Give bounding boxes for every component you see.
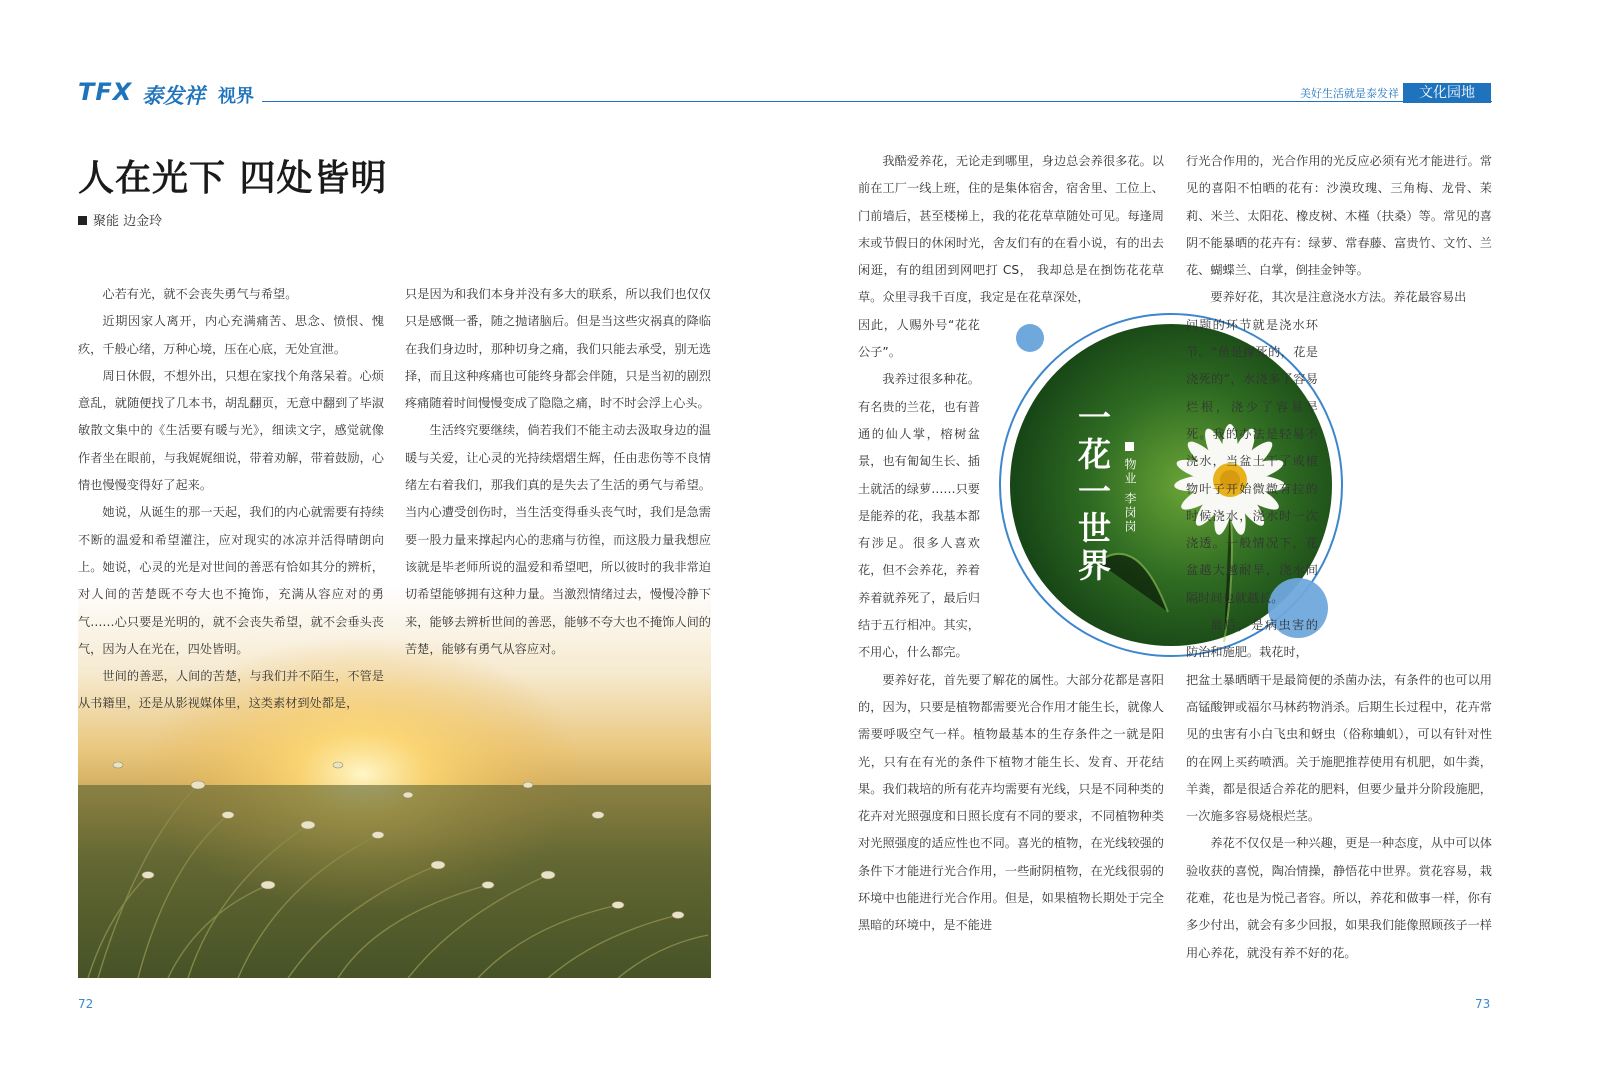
byline-square-icon xyxy=(78,216,87,225)
paragraph: 近期因家人离开，内心充满痛苦、思念、愤恨、愧疚，千般心绪，万种心境，压在心底，无处宣泄。 xyxy=(78,314,384,356)
paragraph: 世间的善恶，人间的苦楚，与我们并不陌生，不管是从书籍里，还是从影视媒体里，这类素材到处都是， xyxy=(78,669,384,711)
paragraph: 养花不仅仅是一种兴趣，更是一种态度，从中可以体验收获的喜悦，陶冶情操，静悟花中世界。赏花容易，栽花难，花也是为悦己者容。所以，养花和做事一样，你有多少付出，就会有多少回报，如果我们能像照顾孩子一样用心养花，就没有养不好的花。 xyxy=(1186,836,1492,960)
paragraph: 要养好花，首先要了解花的属性。大部分花都是喜阳的，因为，只要是植物都需要光合作用才能生长，就像人需要呼吸空气一样。植物最基本的生存条件之一就是阳光，只有在有光的条件下植物才能生长、发育、开花结果。我们栽培的所有花卉均需要有光线，只是不同种类的花卉对光照强度和日照长度有不同的要求，不同植物种类对光照强度的适应性也不同。喜光的植物，在光线较强的条件下才能进行光合作用，一些耐阴植物，在光线很弱的环境中也能进行光合作用。但是，如果植物长期处于完全黑暗的环境中，是不能进 xyxy=(858,672,1164,933)
left-column-2 xyxy=(405,281,711,663)
paragraph: 把盆土暴晒晒干是最简便的杀菌办法，有条件的也可以用高锰酸钾或福尔马林药物消杀。后期生长过程中，花卉常见的虫害有小白飞虫和蚜虫（俗称蛐虮），可以有针对性的在网上买药喷洒。关于施肥推荐使用有机肥，如牛粪，羊粪，都是很适合养花的肥料，但要少量并分阶段施肥，一次施多容易烧根烂茎。 xyxy=(1186,672,1492,824)
article-byline xyxy=(78,210,162,229)
paragraph: 要养好花，其次是注意浇水方法。养花最容易出 xyxy=(1210,290,1467,305)
brand-logo-suffix: 视界 xyxy=(218,86,254,107)
paragraph: 我酷爱养花，无论走到哪里，身边总会养很多花。以前在工厂一线上班，住的是集体宿舍，宿舍里、工位上、门前墙后，甚至楼梯上，我的花花草草随处可见。每逢周末或节假日的休闲时光，舍友们有的在看小说，有的出去闲逛，有的组团到网吧打 CS， 我却总是在捯饬花花草草。众里寻我千百度，我定是在花草深处， xyxy=(858,154,1164,305)
page-number-right: 73 xyxy=(1475,997,1491,1011)
brand-logo-name: 泰发祥 xyxy=(142,84,205,108)
right-column-1 xyxy=(858,148,1164,940)
brand-logo-tfx: TFX xyxy=(78,78,133,106)
section-tag: 文化园地 xyxy=(1403,83,1491,103)
paragraph: 心若有光，就不会丧失勇气与希望。 xyxy=(102,287,298,301)
paragraph: 她说，从诞生的那一天起，我们的内心就需要有持续不断的温爱和希望灌注，应对现实的冰凉并活得晴朗向上。她说，心灵的光是对世间的善恶有恰如其分的辨析，对人间的苦楚既不夸大也不掩饰，充满从容应对的勇气……心只要是光明的，就不会丧失希望，就不会垂头丧气，因为人在光在，四处皆明。 xyxy=(78,505,384,656)
right-column-2 xyxy=(1186,148,1492,967)
article-vertical-title: 一花一世界 xyxy=(1073,400,1112,585)
header-slogan: 美好生活就是泰发祥 xyxy=(1300,87,1399,100)
paragraph: 我养过很多种花。有名贵的兰花，也有普通的仙人掌，榕树盆景，也有匍匐生长、插土就活的绿萝……只要是能养的花，我基本都有涉足。很多人喜欢花，但不会养花，养着养着就养死了，最后归结于五行相冲。其实，不用心，什么都完。 xyxy=(858,372,980,660)
header-divider xyxy=(262,101,1492,102)
paragraph: 生活终究要继续，倘若我们不能主动去汲取身边的温暖与关爱，让心灵的光持续熠熠生辉，任由悲伤等不良情绪左右着我们，那我们真的是失去了生活的勇气与希望。当内心遭受创伤时，当生活变得垂头丧气时，我们是急需要一股力量来撑起内心的悲痛与彷徨，而这股力量我想应该就是毕老师所说的温爱和希望吧，所以彼时的我非常迫切希望能够拥有这种力量。当激烈情绪过去，慢慢冷静下来，能够去辨析世间的善恶，能够不夸大也不掩饰人间的苦楚，能够有勇气从容应对。 xyxy=(405,423,711,656)
paragraph: 最后，是病虫害的防治和施肥。栽花时， xyxy=(1186,618,1318,660)
paragraph: 行光合作用的，光合作用的光反应必须有光才能进行。常见的喜阳不怕晒的花有：沙漠玫瑰、三角梅、龙骨、茉莉、米兰、太阳花、橡皮树、木槿（扶桑）等。常见的喜阴不能暴晒的花卉有：绿萝、常春藤、富贵竹、文竹、兰花、蝴蝶兰、白掌，倒挂金钟等。 xyxy=(1186,154,1492,278)
paragraph: 问题的环节就是浇水环节。“鱼是撑死的，花是浇死的”，水浇多了容易烂根，浇少了容易旱死。我的办法是轻易不浇水，当盆土干了或植物叶子开始微微有拉的时候浇水，浇水时一次浇透。一般情况下，花盆越大越耐旱，浇水间隔时间也就越长。 xyxy=(1186,317,1318,605)
left-column-1 xyxy=(78,281,384,718)
page-number-left: 72 xyxy=(78,997,94,1011)
article-title: 人在光下 四处皆明 xyxy=(78,158,388,199)
byline-text: 聚能 边金玲 xyxy=(93,214,163,229)
paragraph: 只是因为和我们本身并没有多大的联系，所以我们也仅仅只是感慨一番，随之抛诸脑后。但是当这些灾祸真的降临在我们身边时，那种切身之痛，我们只能去承受，别无选择，而且这种疼痛也可能终身都会伴随，只是当初的剧烈疼痛随着时间慢慢变成了隐隐之痛，时不时会浮上心头。 xyxy=(405,287,711,411)
article-author: 物业 李岗岗 xyxy=(1123,458,1137,534)
paragraph: 周日休假，不想外出，只想在家找个角落呆着。心烦意乱，就随便找了几本书，胡乱翻页，无意中翻到了毕淑敏散文集中的《生活要有暖与光》，细读文字，感觉就像作者坐在眼前，与我娓娓细说，带着劝解，带着鼓励，心情也慢慢变得好了起来。 xyxy=(78,368,384,493)
paragraph: 因此，人赐外号“花花公子”。 xyxy=(858,317,980,360)
